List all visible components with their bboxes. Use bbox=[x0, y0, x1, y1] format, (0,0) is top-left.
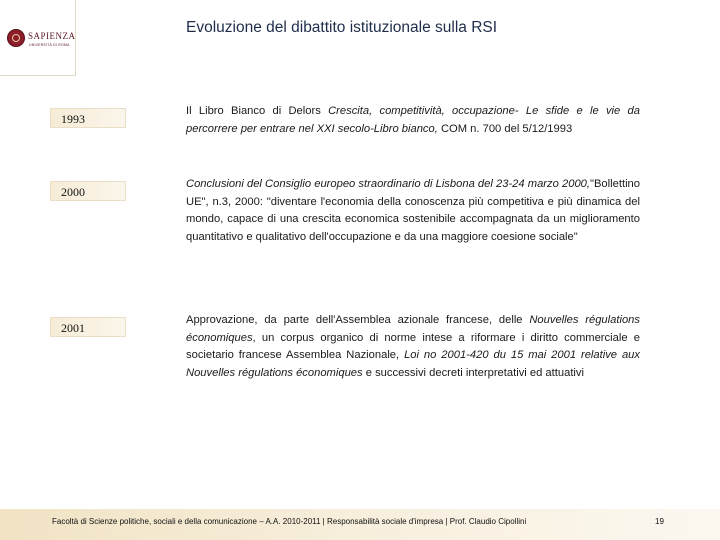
university-logo bbox=[0, 0, 76, 76]
entry-text: "Bollettino UE", n.3, 2000: "diventare l'economia della conoscenza più competitiva e più dinamica del mondo, capace di una crescita economica sostenibile accompagnata da un miglioramento quantitativo e qualitativo dell'occupazione e da una maggiore coesione sociale" bbox=[186, 178, 640, 243]
footer-bar bbox=[0, 509, 720, 540]
entry-text: COM n. 700 del 5/12/1993 bbox=[437, 122, 573, 135]
entry-text: Approvazione, da parte dell'Assemblea azionale francese, delle bbox=[186, 314, 530, 326]
seal-icon bbox=[7, 29, 25, 47]
entry-text: e successivi decreti interpretativi ed attuativi bbox=[362, 366, 584, 379]
logo-name: SAPIENZA bbox=[28, 31, 76, 41]
logo-subtitle: UNIVERSITÀ DI ROMA bbox=[29, 43, 70, 47]
entry-text: , un corpus organico di norme intese a riformare i diritto commerciale e societario francese Assemblea Nazionale, bbox=[186, 331, 640, 362]
page-number: 19 bbox=[655, 517, 664, 526]
entry-1993 bbox=[186, 103, 640, 138]
entry-2001 bbox=[186, 312, 640, 382]
entry-italic-text: Loi no 2001-420 du 15 mai 2001 relative aux Nouvelles régulations économiques bbox=[186, 349, 640, 379]
year-label-2000: 2000 bbox=[50, 181, 126, 201]
entry-2000 bbox=[186, 176, 640, 246]
entry-text: Il Libro Bianco di Delors bbox=[186, 105, 329, 117]
entry-italic-text: Conclusioni del Consiglio europeo straordinario di Lisbona del 23-24 marzo 2000, bbox=[186, 178, 590, 190]
year-label-2001: 2001 bbox=[50, 317, 126, 337]
entry-italic-text: Crescita, competitività, occupazione- Le sfide e le vie da percorrere per entrare nel XXI secolo-Libro bianco, bbox=[186, 105, 640, 135]
year-label-1993: 1993 bbox=[50, 108, 126, 128]
entry-italic-text: Nouvelles régulations économiques bbox=[186, 314, 640, 344]
footer-text: Facoltà di Scienze politiche, sociali e della comunicazione – A.A. 2010-2011 | Responsabilità sociale d'impresa | Prof. Claudio Cipollini bbox=[52, 517, 527, 526]
slide-title: Evoluzione del dibattito istituzionale sulla RSI bbox=[186, 19, 498, 36]
